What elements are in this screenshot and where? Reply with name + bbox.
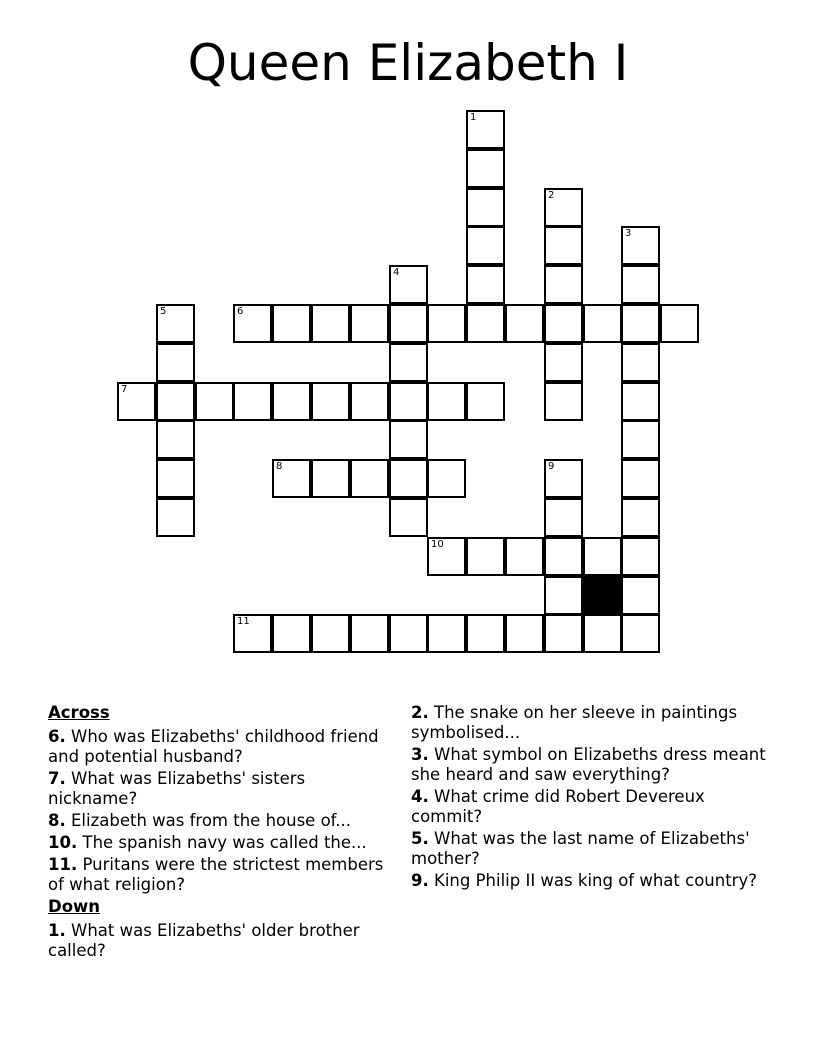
grid-cell[interactable] [389, 382, 428, 421]
grid-cell[interactable] [621, 614, 660, 653]
clue-text: What crime did Robert Devereux commit? [411, 787, 705, 826]
down-clue-9 [411, 871, 771, 891]
grid-cell[interactable] [621, 304, 660, 343]
grid-cell[interactable] [156, 420, 195, 459]
grid-cell[interactable] [505, 537, 544, 576]
clue-text: Elizabeth was from the house of... [71, 811, 352, 830]
grid-cell[interactable] [544, 226, 583, 265]
clue-text: What was the last name of Elizabeths' mother? [411, 829, 750, 868]
grid-cell[interactable] [389, 304, 428, 343]
clue-number: 8. [48, 811, 66, 830]
clue-number: 11. [48, 855, 78, 874]
clue-number-label: 5 [160, 306, 167, 317]
page-title: Queen Elizabeth I [187, 34, 629, 92]
clue-number: 1. [48, 921, 66, 940]
clue-number: 7. [48, 769, 66, 788]
grid-cell[interactable] [544, 614, 583, 653]
clue-number-label: 10 [431, 539, 444, 550]
grid-cell[interactable] [544, 304, 583, 343]
down-clue-2 [411, 703, 771, 743]
grid-cell[interactable] [621, 226, 660, 265]
clue-number-label: 3 [625, 228, 632, 239]
grid-cell[interactable] [466, 188, 505, 227]
down-clue-3 [411, 745, 771, 785]
clue-number: 3. [411, 745, 429, 764]
grid-cell[interactable] [466, 537, 505, 576]
grid-cell[interactable] [583, 304, 622, 343]
grid-cell[interactable] [389, 614, 428, 653]
grid-cell[interactable] [621, 343, 660, 382]
grid-cell[interactable] [505, 304, 544, 343]
grid-cell[interactable] [544, 265, 583, 304]
across-clue-6 [48, 727, 398, 767]
grid-cell[interactable] [350, 614, 389, 653]
across-clue-8 [48, 811, 398, 831]
grid-cell[interactable] [350, 382, 389, 421]
grid-cell[interactable] [544, 188, 583, 227]
clues-column-left [48, 703, 398, 963]
across-heading: Across [48, 703, 110, 722]
grid-cell[interactable] [272, 304, 311, 343]
grid-cell[interactable] [621, 420, 660, 459]
clue-number-label: 8 [276, 461, 283, 472]
grid-cell[interactable] [466, 382, 505, 421]
grid-cell[interactable] [311, 459, 350, 498]
across-clue-10 [48, 833, 398, 853]
black-cell [583, 576, 622, 615]
grid-cell[interactable] [621, 459, 660, 498]
clues-column-right [411, 703, 771, 893]
grid-cell[interactable] [350, 304, 389, 343]
grid-cell[interactable] [621, 265, 660, 304]
clue-number: 2. [411, 703, 429, 722]
grid-cell[interactable] [621, 576, 660, 615]
grid-cell[interactable] [621, 537, 660, 576]
clue-text: What was Elizabeths' older brother called? [48, 921, 360, 960]
grid-cell[interactable] [389, 265, 428, 304]
grid-cell[interactable] [466, 614, 505, 653]
down-clue-4 [411, 787, 771, 827]
grid-cell[interactable] [427, 459, 466, 498]
grid-cell[interactable] [466, 304, 505, 343]
grid-cell[interactable] [466, 265, 505, 304]
clue-number: 10. [48, 833, 78, 852]
clue-number-label: 1 [470, 112, 477, 123]
clue-text: The snake on her sleeve in paintings symbolised... [411, 703, 738, 742]
clue-number-label: 6 [237, 306, 244, 317]
clue-text: King Philip II was king of what country? [434, 871, 757, 890]
clue-number: 9. [411, 871, 429, 890]
down-clue-5 [411, 829, 771, 869]
clue-number: 4. [411, 787, 429, 806]
grid-cell[interactable] [272, 614, 311, 653]
grid-cell[interactable] [427, 537, 466, 576]
clue-number-label: 7 [121, 384, 128, 395]
grid-cell[interactable] [233, 304, 272, 343]
down-heading: Down [48, 897, 101, 916]
grid-cell[interactable] [389, 420, 428, 459]
grid-cell[interactable] [156, 304, 195, 343]
clue-number-label: 11 [237, 616, 250, 627]
grid-cell[interactable] [311, 614, 350, 653]
clue-number-label: 2 [548, 190, 555, 201]
grid-cell[interactable] [389, 498, 428, 537]
grid-cell[interactable] [195, 382, 234, 421]
grid-cell[interactable] [156, 459, 195, 498]
grid-cell[interactable] [660, 304, 699, 343]
grid-cell[interactable] [427, 304, 466, 343]
grid-cell[interactable] [544, 459, 583, 498]
grid-cell[interactable] [272, 382, 311, 421]
grid-cell[interactable] [544, 498, 583, 537]
down-clue-1 [48, 921, 398, 961]
grid-cell[interactable] [350, 459, 389, 498]
grid-cell[interactable] [583, 537, 622, 576]
grid-cell[interactable] [311, 304, 350, 343]
clue-text: Who was Elizabeths' childhood friend and potential husband? [48, 727, 379, 766]
clue-text: What symbol on Elizabeths dress meant she heard and saw everything? [411, 745, 766, 784]
clue-number: 5. [411, 829, 429, 848]
grid-cell[interactable] [389, 459, 428, 498]
grid-cell[interactable] [466, 226, 505, 265]
clue-text: Puritans were the strictest members of what religion? [48, 855, 384, 894]
grid-cell[interactable] [233, 614, 272, 653]
grid-cell[interactable] [544, 537, 583, 576]
grid-cell[interactable] [427, 382, 466, 421]
clue-number: 6. [48, 727, 66, 746]
grid-cell[interactable] [544, 382, 583, 421]
grid-cell[interactable] [505, 614, 544, 653]
grid-cell[interactable] [311, 382, 350, 421]
grid-cell[interactable] [466, 110, 505, 149]
grid-cell[interactable] [583, 614, 622, 653]
grid-cell[interactable] [544, 343, 583, 382]
grid-cell[interactable] [156, 498, 195, 537]
grid-cell[interactable] [621, 498, 660, 537]
clue-text: The spanish navy was called the... [82, 833, 367, 852]
grid-cell[interactable] [156, 343, 195, 382]
grid-cell[interactable] [466, 149, 505, 188]
clue-text: What was Elizabeths' sisters nickname? [48, 769, 306, 808]
grid-cell[interactable] [427, 614, 466, 653]
grid-cell[interactable] [117, 382, 156, 421]
grid-cell[interactable] [621, 382, 660, 421]
grid-cell[interactable] [156, 382, 195, 421]
grid-cell[interactable] [389, 343, 428, 382]
clue-number-label: 9 [548, 461, 555, 472]
grid-cell[interactable] [233, 382, 272, 421]
across-clue-11 [48, 855, 398, 895]
clue-number-label: 4 [393, 267, 400, 278]
grid-cell[interactable] [544, 576, 583, 615]
grid-cell[interactable] [272, 459, 311, 498]
across-clue-7 [48, 769, 398, 809]
